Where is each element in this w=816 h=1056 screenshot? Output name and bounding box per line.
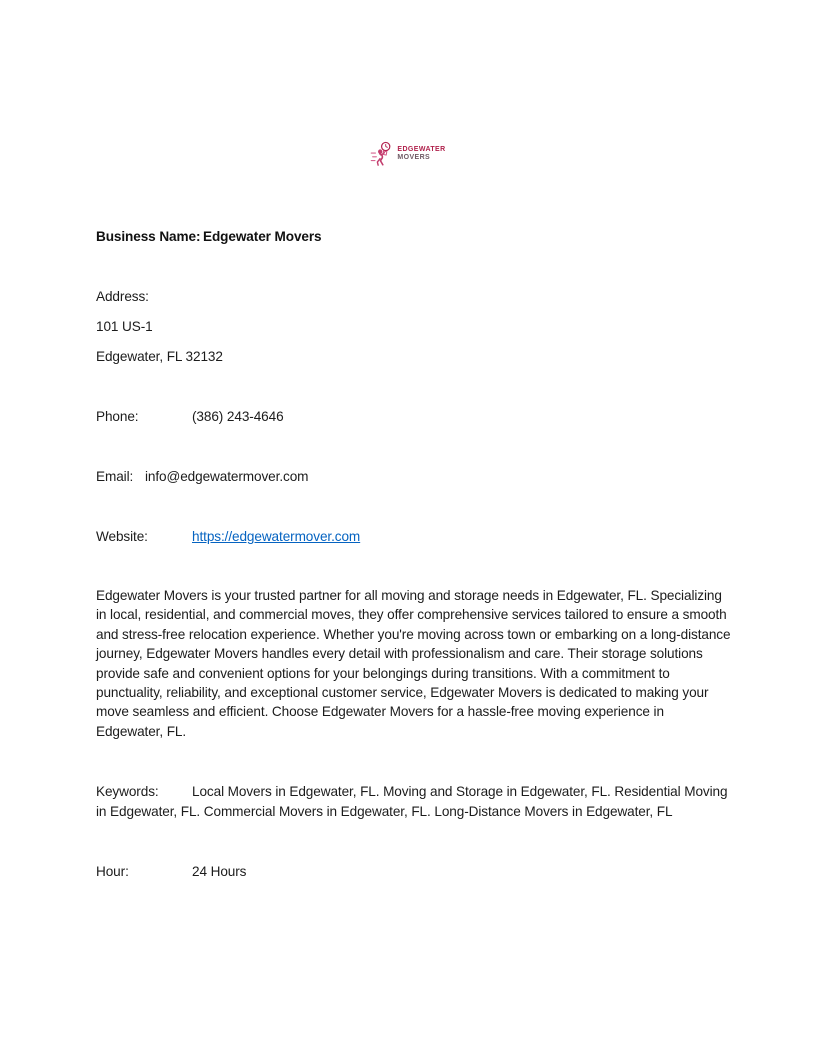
hours-label: Hour:	[96, 864, 129, 879]
hours-value: 24 Hours	[192, 864, 247, 879]
business-description: Edgewater Movers is your trusted partner for all moving and storage needs in Edgewater, FL. Specializing in local, residential, and commercial moves, they offer comprehensive services tailored to ensure a smooth and stress-free relocation experience. Whether you're moving across town or embarking on a long-distance journey, Edgewater Movers handles every detail with professionalism and care. Their storage solutions provide safe and convenient options for your belongings during transitions. With a commitment to punctuality, reliability, and exceptional customer service, Edgewater Movers is dedicated to making your move seamless and efficient. Choose Edgewater Movers for a hassle-free moving experience in Edgewater, FL.	[96, 588, 731, 739]
keywords-value: Local Movers in Edgewater, FL. Moving and Storage in Edgewater, FL. Residential Moving in Edgewater, FL. Commercial Movers in Edgewater, FL. Long-Distance Movers in Edgewater, FL	[96, 784, 728, 819]
phone-value: (386) 243-4646	[192, 409, 284, 424]
website-link[interactable]: https://edgewatermover.com	[192, 529, 361, 544]
business-name-row	[96, 227, 732, 247]
address-city-state-zip: Edgewater, FL 32132	[96, 349, 223, 364]
phone-row	[96, 407, 732, 427]
hours-row	[96, 862, 732, 882]
website-row	[96, 527, 732, 547]
business-name-value: Edgewater Movers	[203, 229, 322, 244]
address-street: 101 US-1	[96, 319, 153, 334]
business-name-label: Business Name:	[96, 229, 201, 244]
logo-text-line1: EDGEWATER	[397, 146, 446, 153]
phone-label: Phone:	[96, 409, 139, 424]
address-block	[96, 287, 732, 377]
website-label: Website:	[96, 529, 148, 544]
logo-wordmark	[397, 146, 445, 162]
moving-person-with-clock-icon	[370, 140, 393, 168]
email-label: Email:	[96, 469, 134, 484]
address-label: Address:	[96, 289, 149, 304]
company-logo	[0, 140, 816, 168]
keywords-row	[96, 782, 732, 821]
keywords-label: Keywords:	[96, 784, 159, 799]
logo-text-line2: MOVERS	[397, 154, 431, 161]
email-row	[96, 467, 732, 487]
email-value: info@edgewatermover.com	[145, 469, 309, 484]
